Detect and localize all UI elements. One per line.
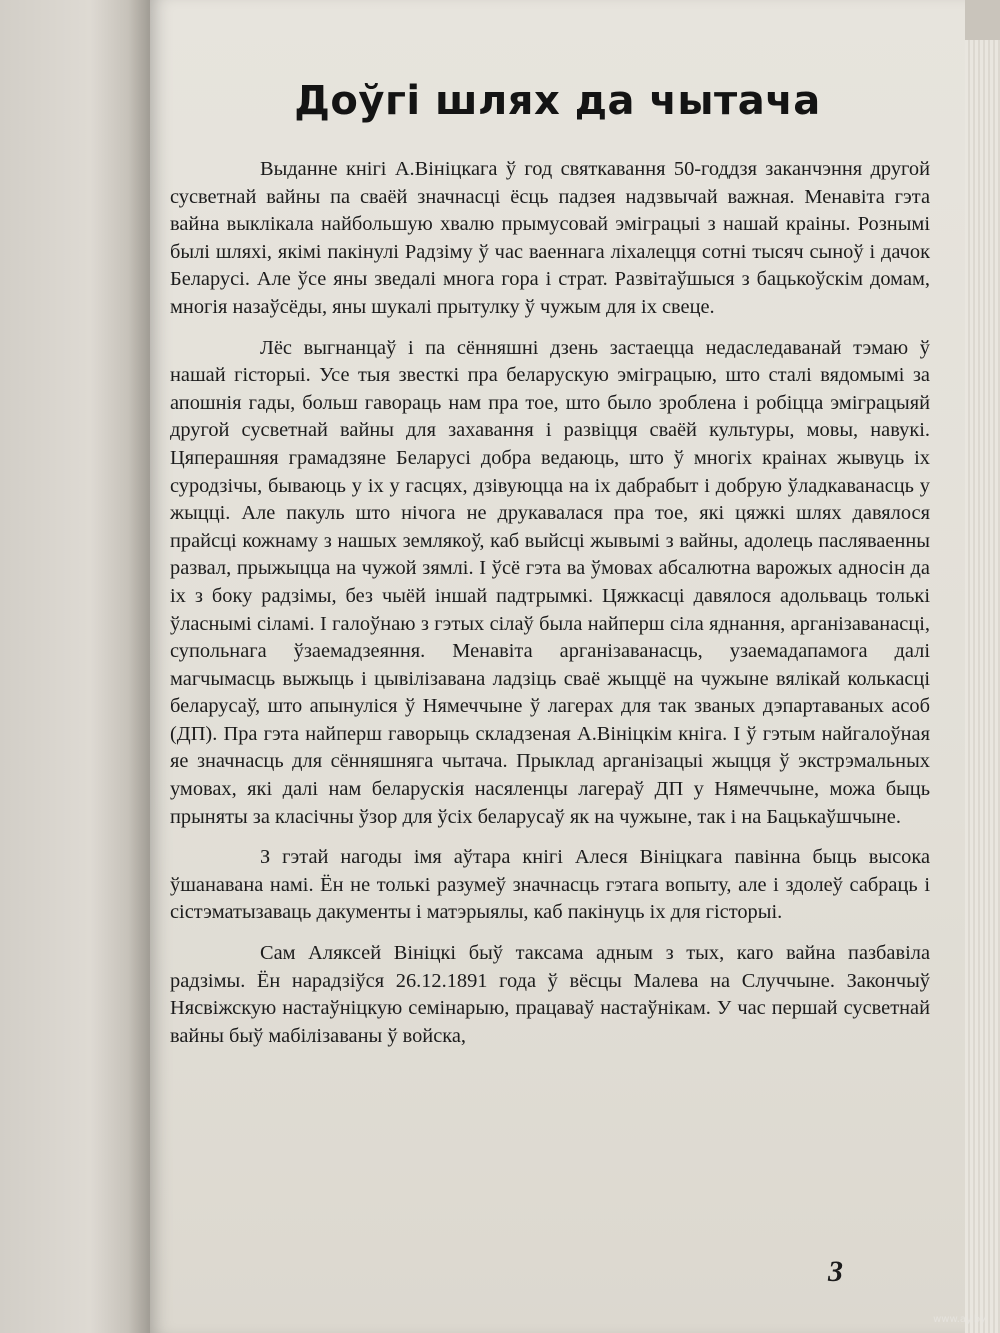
paragraph: З гэтай нагоды імя аўтара кнігі Алеся Вініцкага павінна быць высока ўшанавана намі. Ён не толькі разумеў значнасць гэтага вопыту, але і здолеў сабраць і сістэматызаваць дакументы і матэрыялы, каб пакінуць іх для гісторыі. [170,846,930,924]
site-watermark: www.ay.by [933,1314,986,1325]
paragraph: Выданне кнігі А.Вініцкага ў год святкавання 50-годдзя заканчэння другой сусветнай вайны па сваёй значнасці ёсць падзея надзвычай важная. Менавіта гэта вайна выклікала найбольшую хвалю прымусовай эміграцыі з нашай краіны. Рознымі былі шляхі, якімі пакінулі Радзіму ў час ваеннага ліхалецця сотні тысяч сыноў і дачок Беларусі. Але ўсе яны зведалі многа гора і страт. Развітаўшыся з бацькоўскім домам, многія назаўсёды, яны шукалі прытулку ў чужым для іх свеце. [170,158,930,318]
book-page [150,0,965,1333]
page-number: 3 [828,1255,843,1288]
paragraph: Лёс выгнанцаў і па сённяшні дзень застаецца недаследаванай тэмаю ў нашай гісторыі. Усе тыя звесткі пра беларускую эміграцыю, што сталі вядомымі за апошнія гады, больш гавораць нам пра тое, што было зроблена і робіцца эміграцыяй другой сусветнай вайны для захавання і развіцця сваёй культуры, мовы, навукі. Цяперашняя грамадзяне Беларусі добра ведаюць, што ў многіх краінах жывуць іх суродзічы, бываюць у іх у гасцях, дзівуюцца на іх дабрабыт і добрую ўладкаванасць у жыцці. Але пакуль што нічога не друкавалася пра тое, які цяжкі шлях давялося прайсці кожнаму з нашых землякоў, каб выйсці жывымі з вайны, адолець пасляваенны развал, прыжыцца на чужой зямлі. І ўсё гэта ва ўмовах абсалютна варожых адносін да іх з боку радзімы, без чыёй іншай падтрымкі. Цяжкасці давялося адольваць толькі ўласнымі сіламі. І галоўнаю з гэтых сілаў была найперш сіла яднання, арганізаванасці, супольнага ўзаемадзеяння. Менавіта арганізаванасць, узаемадапамога далі магчымасць выжыць і цывілізавана ладзіць сваё жыццё на чужыне вялікай колькасці беларусаў, што апынуліся ў Нямеччыне ў лагерах для так званых дэпартаваных асоб (ДП). Пра гэта найперш гаворыць складзеная А.Вініцкім кніга. І ў гэтым найгалоўная яе значнасць для сённяшняга чытача. Прыклад арганізацыі жыцця ў экстрэмальных умовах, які далі нам беларускія насяленцы лагераў ДП у Нямеччыне, можа быць прыняты за класічны ўзор для ўсіх беларусаў як на чужыне, так і на Бацькаўшчыне. [170,336,930,828]
paragraph: Сам Аляксей Вініцкі быў таксама адным з тых, каго вайна пазбавіла радзімы. Ён нарадзіўся 26.12.1891 года ў вёсцы Малева на Случчыне. Закончыў Нясвіжскую настаўніцкую семінарыю, працаваў настаўнікам. У час першай сусветнай вайны быў мабілізаваны ў войска, [170,942,930,1047]
page-edges [965,40,1000,1333]
page-body [170,150,930,1050]
chapter-title: Доўгі шлях да чытача [294,78,821,124]
